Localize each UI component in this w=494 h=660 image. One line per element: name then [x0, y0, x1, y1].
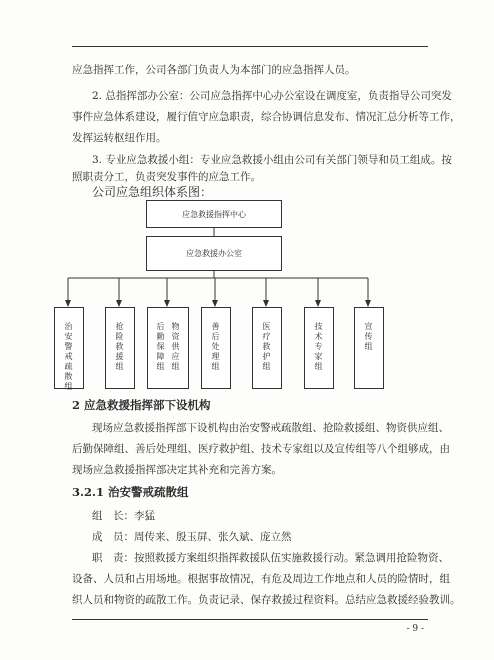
org-group-label: 善后处理组 — [211, 322, 220, 371]
org-group-label: 物资供应组 — [171, 322, 180, 371]
org-group-publicity — [354, 307, 384, 389]
org-group-label: 医疗救护组 — [262, 322, 271, 371]
paragraph-line: 后勤保障组、善后处理组、医疗救护组、技术专家组以及宣传组等八个组够成，由 — [72, 443, 450, 455]
paragraph-line: 现场应急救援指挥部决定其补充和完善方案。 — [72, 464, 282, 476]
paragraph-line: 设备、人员和占用场地。根据事故情况，有危及周边工作地点和人员的险情时，组 — [72, 573, 450, 585]
org-box-label: 应急救援办公室 — [186, 249, 242, 258]
org-group-label: 宣传组 — [364, 322, 373, 351]
paragraph-line: 3. 专业应急救援小组：专业应急救援小组由公司有关部门领导和员工组成。按 — [92, 154, 452, 166]
org-group-label: 治安警戒疏散组 — [64, 322, 73, 391]
footer-rule — [72, 619, 428, 620]
paragraph-line: 织人员和物资的疏散工作。负责记录、保存救援过程资料。总结应急救援经验教训。 — [72, 594, 461, 606]
team-leader: 组 长：李猛 — [92, 510, 155, 522]
org-box-label: 应急救援指挥中心 — [182, 209, 246, 219]
paragraph-line: 事件应急体系建设，履行值守应急职责，综合协调信息发布、情况汇总分析等工作， — [72, 111, 461, 123]
org-group-label: 后勤保障组 — [156, 322, 165, 371]
org-group-aftermath — [201, 307, 231, 389]
org-group-label: 技术专家组 — [314, 322, 323, 371]
org-group-security-evacuation — [54, 307, 84, 389]
org-box-command-center — [146, 200, 282, 228]
team-members: 成 员：周传来、殷玉屏、张久斌、庞立然 — [92, 531, 292, 543]
paragraph-line: 现场应急救援指挥部下设机构由治安警戒疏散组、抢险救援组、物资供应组、 — [92, 422, 449, 434]
org-group-experts — [304, 307, 334, 389]
subsection-heading: 3.2.1 治安警戒疏散组 — [72, 485, 189, 499]
paragraph-line: 照职责分工，负责突发事件的应急工作。 — [72, 171, 261, 183]
paragraph-line: 2. 总指挥部办公室：公司应急指挥中心办公室设在调度室，负责指导公司突发 — [92, 90, 452, 102]
paragraph-line: 职 责：按照救援方案组织指挥救援队伍实施救援行动。紧急调用抢险物资、 — [92, 552, 449, 564]
org-group-label: 抢险救援组 — [115, 322, 124, 371]
section-heading: 2 应急救援指挥部下设机构 — [72, 398, 211, 412]
paragraph-line: 发挥运转枢纽作用。 — [72, 132, 167, 144]
org-chart-title: 公司应急组织体系图： — [92, 185, 213, 199]
org-group-logistics-supply — [147, 307, 189, 389]
paragraph-line: 应急指挥工作，公司各部门负责人为本部门的应急指挥人员。 — [72, 64, 356, 76]
org-group-rescue — [105, 307, 135, 389]
org-box-office — [146, 236, 282, 271]
org-group-medical — [252, 307, 282, 389]
page-number: - 9 - — [406, 624, 424, 634]
